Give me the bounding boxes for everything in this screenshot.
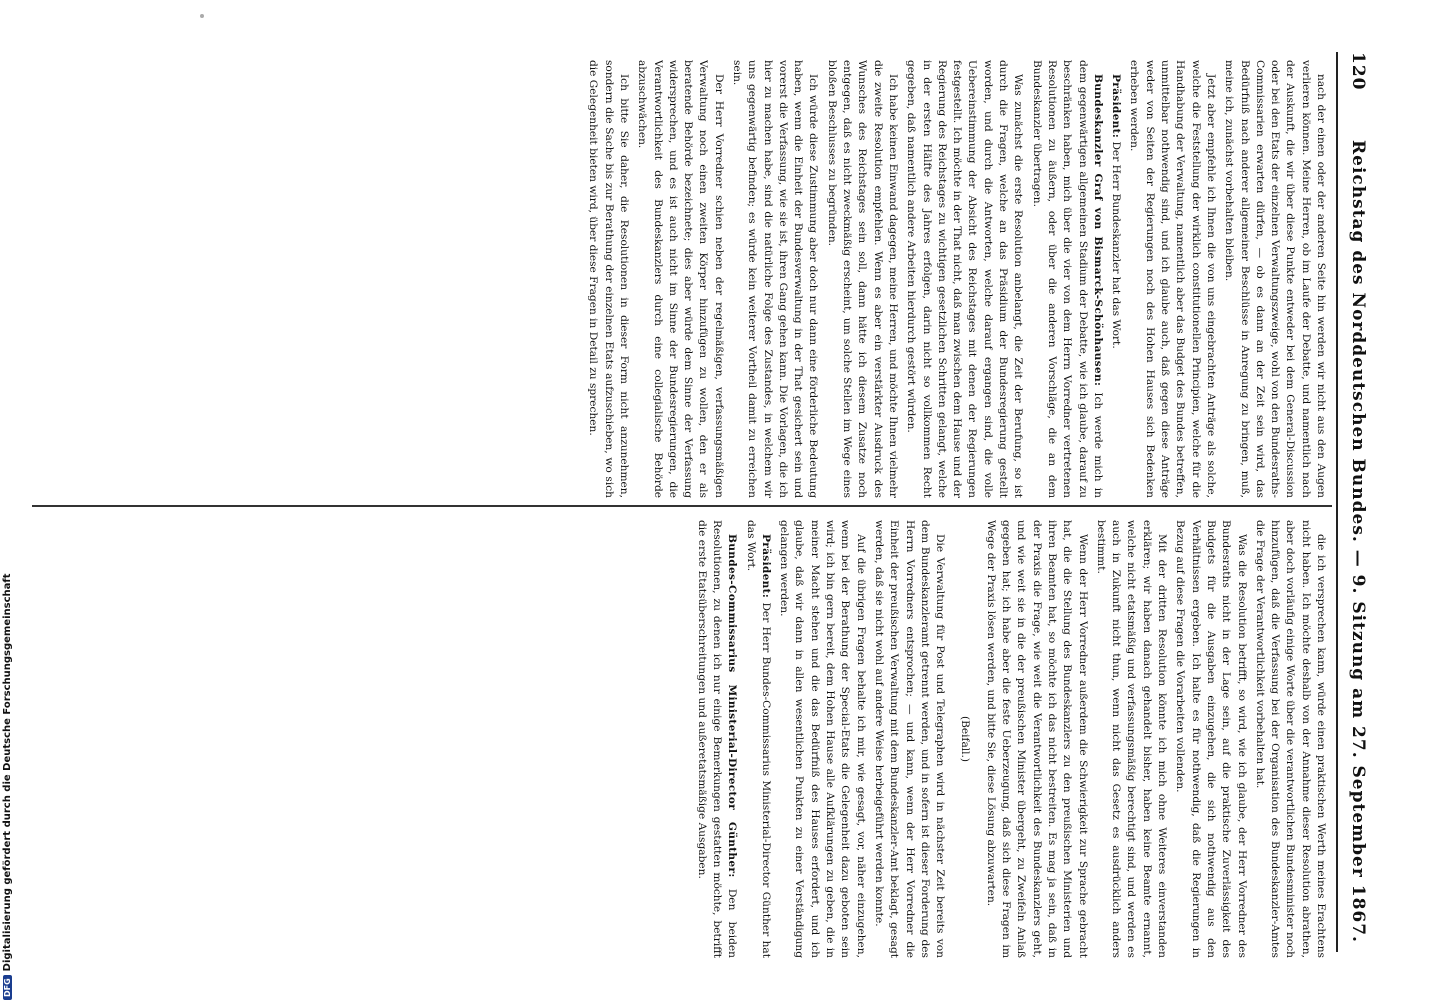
paragraph — [871, 520, 947, 958]
paragraph-text: Ich habe keinen Einwand dagegen, meine Herren, und möchte Ihnen vielmehr die zweite Resolution empfehlen. Wenn es aber ein verstärkter Ausdruck des Wunsches des Reichstages sein soll, dann hätte ich diesem Zusatze noch entgegen, daß es nicht zweckmäßig erscheint, um solche Stellen im Wege eines bloßen Beschlusses zu begründen. — [825, 60, 899, 498]
digitization-footer — [2, 573, 16, 1000]
paragraph-text: Die Verwaltung für Post und Telegraphen wird in nächster Zeit bereits von dem Bundeskanzleramt getrennt werden, und in sofern ist dieser Forderung des Herrn Vorredners entsprochen; — und kann, wenn der Herr Vorredner die Einheit der preußischen Verwaltung mit dem Bundeskanzler-Amt beklagt, gesagt werden, daß sie nicht wohl auf andere Weise herbeigeführt werden konnte. — [872, 520, 947, 958]
paragraph-text: Ich werde mich in dem gegenwärtigen allgemeinen Stadium der Debatte, wie ich glaube, darauf zu beschränken haben, mich über die vier von dem Herrn Vorredner vertretenen Resolutionen zu äußern, oder über die anderen Vorschläge, die an dem Bundeskanzler übertragen. — [1030, 60, 1104, 498]
header-rule — [1336, 52, 1338, 952]
footer-text: Digitalisierung gefördert durch die Deutsche Forschungsgemeinschaft — [2, 573, 13, 972]
paragraph — [1108, 60, 1123, 498]
paragraph — [903, 60, 1025, 498]
paragraph — [1093, 520, 1169, 958]
paragraph — [1172, 520, 1248, 958]
paragraph — [729, 60, 821, 498]
paragraph — [693, 520, 739, 958]
speaker-name: Präsident: — [1110, 74, 1123, 139]
paragraph-text: Der Herr Bundeskanzler hat das Wort. — [1110, 141, 1123, 349]
paragraph-text: Ich würde diese Zustimmung aber doch nur dann eine förderliche Bedeutung haben, wenn die Einheit der Bundesverwaltung in der That gesichert sein und vorerst die Verfassung, wie sie ist, ihren Gang gehen kann. Die Vorlagen, die ich hier zu machen habe, sind die natürliche Folge des Zustandes, in welchem wir uns gegenwärtig befinden; es würde kein weiterer Vortheil damit zu erreichen sein. — [731, 60, 820, 498]
paragraph-text: Jetzt aber empfehle ich Ihnen die von uns eingebrachten Anträge als solche, welche die Feststellung der wirklich constitutionellen Principien, welche für die Handhabung der Verwaltung, namentlich aber das Budget des Bundes betreffen, unmittelbar nothwendig sind, und ich glaube auch, daß gegen diese Anträge weder von Seiten der Regierungen noch des Hohen Hauses sich Bedenken erheben werden. — [1128, 60, 1217, 498]
speaker-name: Bundes-Commissarius Ministerial-Director Günther: — [726, 534, 739, 878]
paragraph — [1126, 60, 1218, 498]
paragraph-text: Was zunächst die erste Resolution anbelangt, die Zeit der Berufung, so ist durch die Fragen, welche an das Präsidium der Bundesregierung gestellt worden, und durch die Antworten, welche darauf ergangen sind, die volle Uebereinstimmung der Absicht des Reichstages mit denen der Regierungen festgestellt. Ich möchte in der That nicht, daß man zwischen dem Hause und der Regierung des Reichstages zu wichtigen gesetzlichen Schritten gelangt, welche in der ersten Hälfte des Jahres erfolgen, darin nicht so vollkommen Recht gegeben, daß namentlich andere Arbeiten hierdurch gestört würden. — [905, 60, 1025, 498]
paragraph-text: (Beifall.) — [959, 715, 972, 763]
paragraph — [1252, 520, 1328, 958]
paragraph — [1028, 60, 1104, 498]
paragraph-text: Auf die übrigen Fragen behalte ich mir, wie gesagt, vor, näher einzugehen, wenn bei der Berathung der Special-Etats die Gelegenheit dazu geboten sein wird; ich bin gern bereit, dem Hohen Hause alle Aufklärungen zu geben, die in meiner Macht stehen und die das Bedürfniß des Hauses erfordert, und ich glaube, daß wir dann in allen wesentlichen Punkten zu einer Verständigung gelangen werden. — [778, 520, 867, 958]
paragraph — [776, 520, 868, 958]
paragraph-text: Ich bitte Sie daher, die Resolutionen in dieser Form nicht anzunehmen, sondern die Sache bis zur Berathung der einzelnen Etats aufzuschieben, wo sich die Gelegenheit bieten wird, über diese Fragen in Detail zu sprechen. — [587, 60, 630, 498]
page-header — [1340, 52, 1374, 952]
paragraph — [585, 60, 631, 498]
paragraph — [957, 520, 972, 958]
speaker-name: Präsident: — [759, 534, 772, 599]
speaker-name: Bundeskanzler Graf von Bismarck-Schönhausen: — [1091, 74, 1104, 387]
paragraph — [824, 60, 900, 498]
left-column — [28, 60, 1328, 498]
paragraph — [1221, 60, 1328, 498]
dfg-logo: DFG — [3, 975, 12, 1000]
paragraph-text: Was die Resolution betrifft, so wird, wie ich glaube, der Herr Vorredner des Bundesraths nicht in der Lage sein, auf die praktische Zuverlässigkeit des Budgets für die Ausgaben einzugehen, die sich nothwendig aus den Verhältnissen ergeben. Ich halte es für nothwendig, daß die Regierungen in Bezug auf diese Fragen die Vorarbeiten vollenden. — [1174, 520, 1248, 958]
paragraph-text: die ich versprechen kann, würde einen praktischen Werth meines Erachtens nicht haben. Ich möchte deshalb von der Annahme dieser Resolution abrathen, aber doch vorläufig einige Worte über die verantwortlichen Bundesminister noch hinzufügen, daß die Verfassung bei der Organisation des Bundeskanzler-Amtes die Frage der Verantwortlichkeit vorbehalten hat. — [1253, 520, 1327, 958]
paragraph-text: Der Herr Vorredner schien neben der regelmäßigen, verfassungsmäßigen Verwaltung noch einen zweiten Körper hinzufügen zu wollen, den er als beratende Behörde bezeichnete; dies aber würde dem Sinne der Verfassung widersprechen, und es ist auch nicht im Sinne der Bundesregierungen, die Verantwortlichkeit des Bundeskanzlers durch eine collegialische Behörde abzuschwächen. — [636, 60, 725, 498]
paragraph-text: Den beiden Resolutionen, zu denen ich nur einige Bemerkungen gestatten möchte, betrifft die erste Etatsüberschreitungen und außeretatsmäßige Ausgaben. — [695, 520, 739, 958]
page-number: 120 — [1348, 52, 1368, 91]
paragraph-text: Der Herr Bundes-Commissarius Ministerial-Director Günther hat das Wort. — [744, 520, 772, 958]
paragraph-text: Mit der dritten Resolution könnte ich mich ohne Weiteres einverstanden erklären; wir haben danach gehandelt bisher, haben keine Beamte ernannt, welche nicht etatsmäßig und verfassungsmäßig berechtigt sind, und werden es auch in Zukunft nicht thun, wenn nicht das Gesetz es ausdrücklich anders bestimmt. — [1094, 520, 1169, 958]
paragraph — [634, 60, 726, 498]
column-divider — [32, 505, 1332, 507]
paragraph-text: Wenn der Herr Vorredner außerdem die Schwierigkeit zur Sprache gebracht hat, die die Stellung des Bundeskanzlers zu den preußischen Ministerien und ihren Beamten hat, so möchte ich das nicht bestreiten. Es mag ja sein, daß in der Praxis die Frage, wie weit die Verantwortlichkeit des Bundeskanzlers geht, und wie weit sie in die der preußischen Minister übergeht, zu Zweifeln Anlaß gegeben hat; ich habe aber die feste Ueberzeugung, daß sich diese Fragen im Wege der Praxis lösen werden, und bitte Sie, diese Lösung abzuwarten. — [984, 520, 1089, 958]
paragraph-text: nach der einen oder der anderen Seite hin werden wir nicht aus den Augen verlieren können. Meine Herren, ob im Laufe der Debatte, und namentlich nach der Auskunft, die wir über diese Punkte entweder bei dem General-Discussion oder bei den Etats der einzelnen Verwaltungszweige, wohl von den Bundesraths-Commissarien erwarten dürfen, — ob es dann an der Zeit sein wird, das Bedürfniß nach anderer allgemeiner Beschlüsse in Anregung zu bringen, muß, meine ich, zunächst vorbehalten bleiben. — [1223, 60, 1327, 498]
running-head: Reichstag des Norddeutschen Bundes. — 9. Sitzung am 27. September 1867. — [1348, 140, 1368, 943]
right-column — [28, 520, 1328, 958]
paragraph — [742, 520, 773, 958]
paragraph — [982, 520, 1089, 958]
